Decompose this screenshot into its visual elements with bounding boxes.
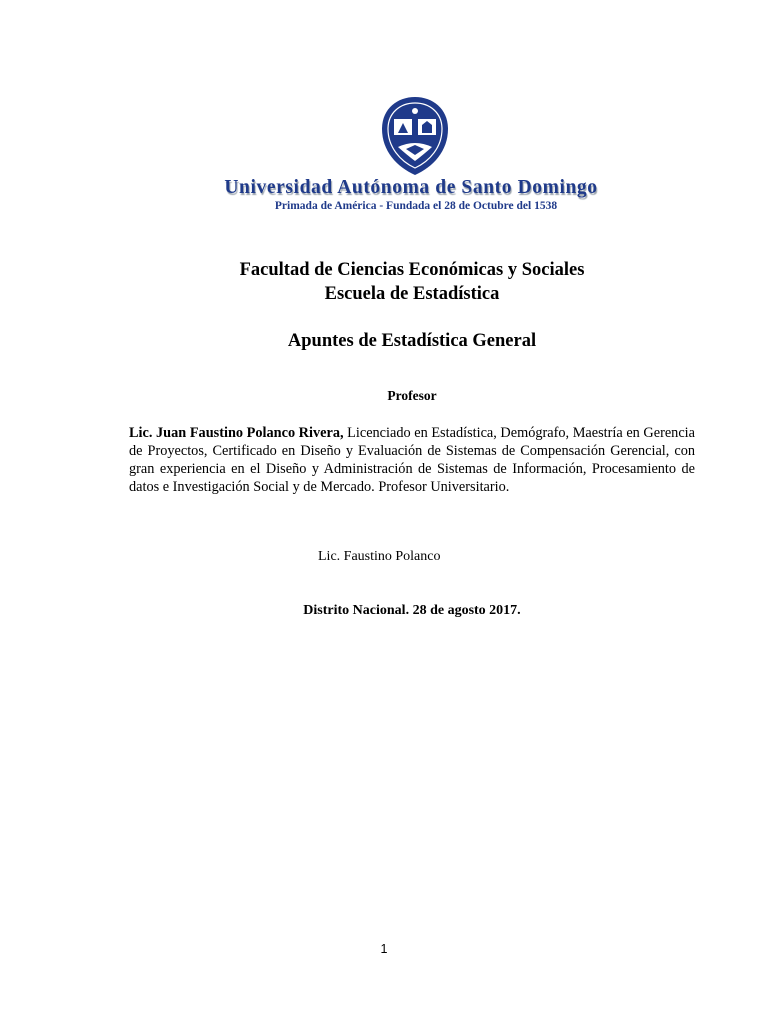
school-title: Escuela de Estadística	[324, 284, 500, 304]
document-title: Apuntes de Estadística General	[287, 331, 537, 351]
place-date: Distrito Nacional. 28 de agosto 2017.	[303, 603, 521, 618]
professor-label: Profesor	[387, 388, 437, 403]
professor-name: Lic. Juan Faustino Polanco Rivera,	[129, 425, 344, 441]
faculty-title: Facultad de Ciencias Económicas y Sociales	[239, 260, 585, 280]
page-number: 1	[380, 942, 388, 956]
professor-bio-paragraph	[129, 424, 695, 496]
university-name: Universidad Autónoma de Santo Domingo	[224, 177, 598, 198]
university-tagline: Primada de América - Fundada el 28 de Octubre del 1538	[274, 200, 558, 212]
signature-name: Lic. Faustino Polanco	[318, 549, 441, 564]
university-seal-icon	[378, 95, 452, 177]
professor-bio-text: Licenciado en Estadística, Demógrafo, Maestría en Gerencia de Proyectos, Certificado en Diseño y Evaluación de Sistemas de Compensación Gerencial, con gran experiencia en el Diseño y Administración de Sistemas de Información, Procesamiento de datos e Investigación Social y de Mercado. Profesor Universitario.	[129, 425, 695, 495]
